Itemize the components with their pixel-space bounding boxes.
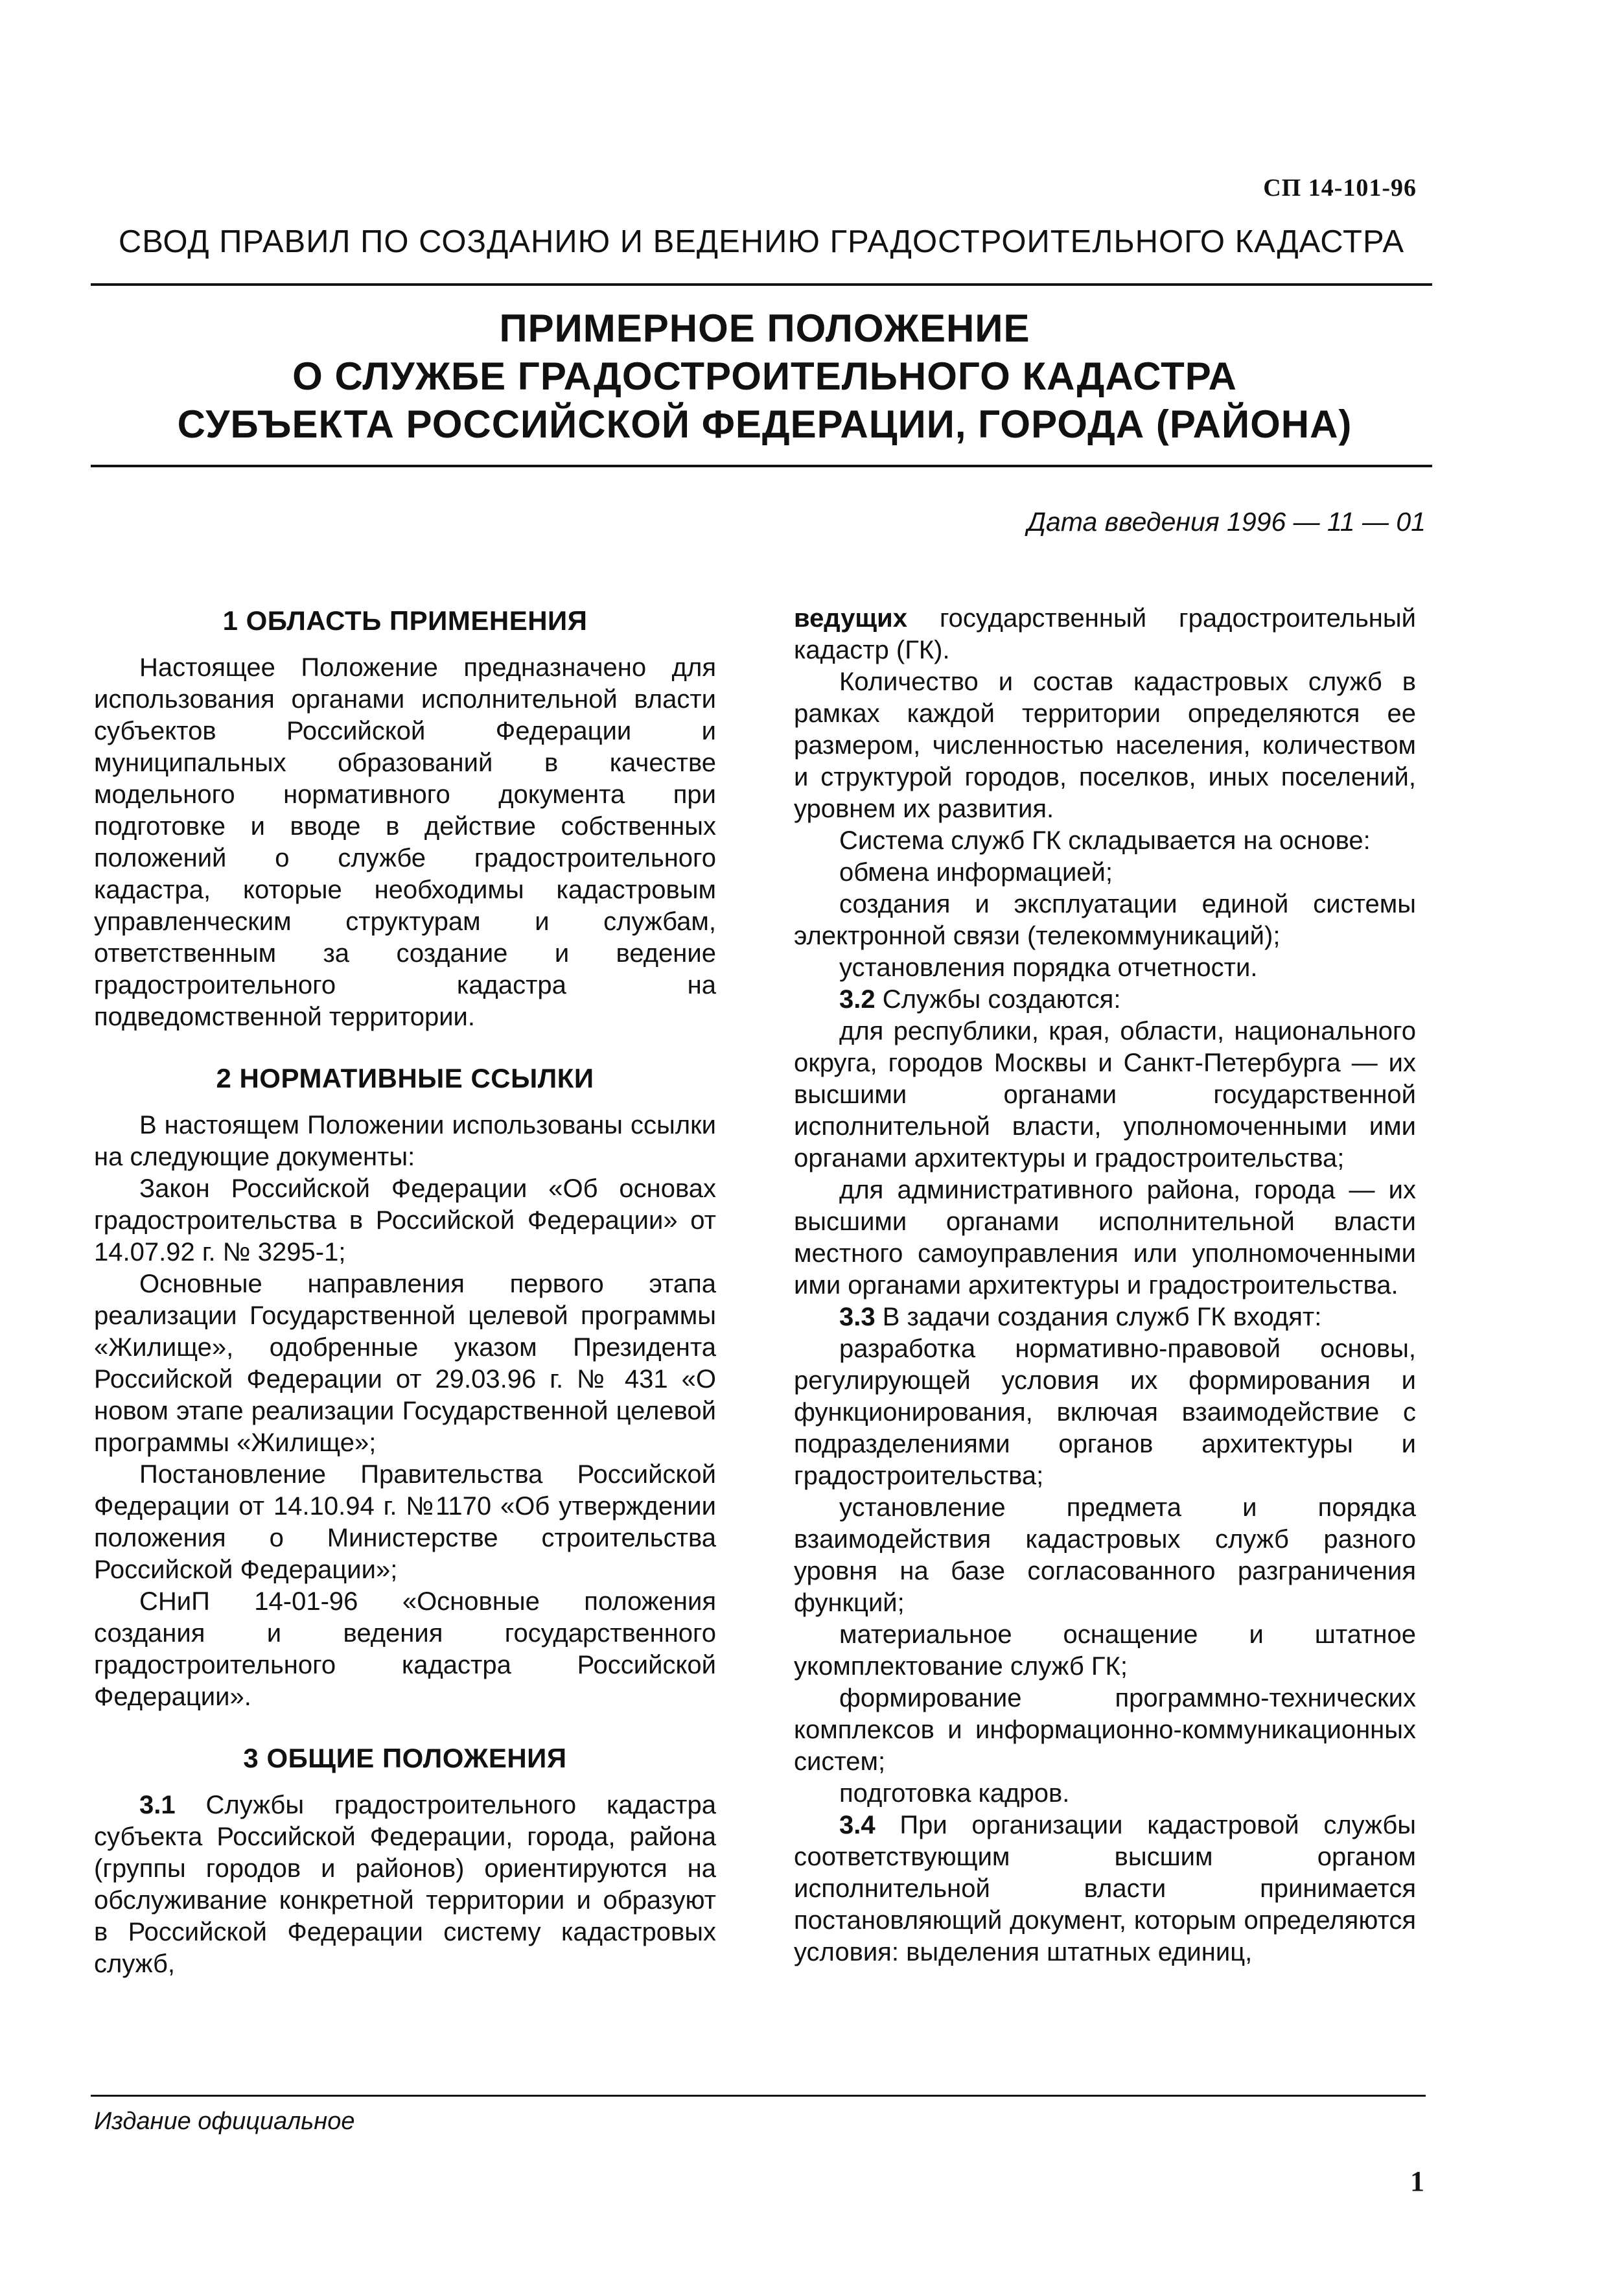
reference-resolution: Постановление Правительства Российской Федерации от 14.10.94 г. №1170 «Об утверждении положения о Министерстве строительства Российской Федерации»; (94, 1460, 716, 1584)
clause-3-2-text: Службы создаются: (875, 985, 1121, 1014)
clause-3-1-text: Службы градостроительного кадастра субъекта Российской Федерации, города, района (группы городов и районов) ориентируются на обслуживание конкретной территории и образуют в Российской Федерации систему кадастровых служб, (94, 1791, 716, 1978)
edition-label: Издание официальное (94, 2108, 355, 2135)
basis-item-1: обмена информацией; (839, 858, 1113, 887)
basis-item-2: создания и эксплуатации единой системы электронной связи (телекоммуникаций); (794, 890, 1416, 950)
clause-3-1-number: 3.1 (139, 1791, 176, 1819)
series-title: СВОД ПРАВИЛ ПО СОЗДАНИЮ И ВЕДЕНИЮ ГРАДОСТРОИТЕЛЬНОГО КАДАСТРА (118, 224, 1405, 259)
clause-3-3-item-d: формирование программно-технических комплексов и информационно-коммуникационных систем; (794, 1684, 1416, 1776)
basis-item-3: установления порядка отчетности. (839, 953, 1258, 982)
clause-3-1 (94, 1789, 716, 1980)
clause-3-3-text: В задачи создания служб ГК входят: (875, 1303, 1322, 1331)
reference-snip: СНиП 14-01-96 «Основные положения создания и ведения государственного градостроительного кадастра Российской Федерации». (94, 1587, 716, 1711)
title-line-1: ПРИМЕРНОЕ ПОЛОЖЕНИЕ (499, 307, 1030, 350)
clause-3-1-cont-text: государственный градостроительный кадастр (ГК). (794, 604, 1416, 664)
section-1-heading: 1 ОБЛАСТЬ ПРИМЕНЕНИЯ (222, 605, 588, 636)
clause-3-1-cont-bold: ведущих (794, 604, 908, 633)
clause-3-3 (794, 1301, 1416, 1333)
document-title (97, 305, 1432, 449)
clause-3-3-item-c: материальное оснащение и штатное укомплектование служб ГК; (794, 1620, 1416, 1681)
clause-3-4 (794, 1810, 1416, 1968)
footer-divider (91, 2095, 1426, 2097)
section-3-heading: 3 ОБЩИЕ ПОЛОЖЕНИЯ (243, 1743, 567, 1773)
right-column (794, 603, 1416, 1968)
clause-3-2-item-b: для административного района, города — их высшими органами исполнительной власти местного самоуправления или уполномоченными ими органами архитектуры и градостроительства. (794, 1176, 1416, 1299)
clause-3-3-item-b: установление предмета и порядка взаимодействия кадастровых служб разного уровня на базе согласованного разграничения функций; (794, 1493, 1416, 1617)
title-line-2: О СЛУЖБЕ ГРАДОСТРОИТЕЛЬНОГО КАДАСТРА (292, 355, 1237, 398)
clause-3-4-text: При организации кадастровой службы соответствующим высшим органом исполнительной власти принимается постановляющий документ, которым определяются условия: выделения штатных единиц, (794, 1811, 1416, 1966)
header-divider (91, 283, 1432, 286)
system-basis-paragraph: Система служб ГК складывается на основе: (839, 826, 1371, 855)
reference-decree: Основные направления первого этапа реализации Государственной целевой программы «Жилище», одобренные указом Президента Российской Федерации от 29.03.96 г. № 431 «О новом этапе реализации Государственной целевой программы «Жилище»; (94, 1270, 716, 1457)
title-line-3: СУБЪЕКТА РОССИЙСКОЙ ФЕДЕРАЦИИ, ГОРОДА (РАЙОНА) (177, 402, 1352, 446)
clause-3-3-number: 3.3 (839, 1303, 876, 1331)
effective-date: Дата введения 1996 — 11 — 01 (1027, 507, 1426, 537)
clause-3-1-continuation (794, 603, 1416, 666)
document-code: СП 14-101-96 (1263, 174, 1417, 202)
reference-law: Закон Российской Федерации «Об основах градостроительства в Российской Федерации» от 14.07.92 г. № 3295-1; (94, 1174, 716, 1266)
clause-3-3-item-e: подготовка кадров. (839, 1779, 1070, 1808)
section-2-intro: В настоящем Положении использованы ссылки на следующие документы: (94, 1111, 716, 1171)
clause-3-3-item-a: разработка нормативно-правовой основы, регулирующей условия их формирования и функционирования, включая взаимодействие с подразделениями органов архитектуры и градостроительства; (794, 1334, 1416, 1490)
clause-3-2 (794, 984, 1416, 1016)
clause-3-4-number: 3.4 (839, 1811, 876, 1839)
title-divider (91, 465, 1432, 467)
section-2-heading: 2 НОРМАТИВНЫЕ ССЫЛКИ (216, 1063, 594, 1093)
left-column (94, 603, 716, 1980)
page-number: 1 (1410, 2165, 1424, 2197)
section-1-paragraph: Настоящее Положение предназначено для использования органами исполнительной власти субъектов Российской Федерации и муниципальных образований в качестве модельного нормативного документа при подготовке и вводе в действие собственных положений о службе градостроительного кадастра, которые необходимы кадастровым управленческим структурам и службам, ответственным за создание и ведение градостроительного кадастра на подведомственной территории. (94, 653, 716, 1031)
clause-3-2-number: 3.2 (839, 985, 876, 1014)
clause-3-2-item-a: для республики, края, области, национального округа, городов Москвы и Санкт-Петербурга — их высшими органами государственной исполнительной власти, уполномоченными ими органами архитектуры и градостроительства; (794, 1017, 1416, 1172)
services-count-paragraph: Количество и состав кадастровых служб в рамках каждой территории определяются ее размером, численностью населения, количеством и структурой городов, поселков, иных поселений, уровнем их развития. (794, 668, 1416, 823)
